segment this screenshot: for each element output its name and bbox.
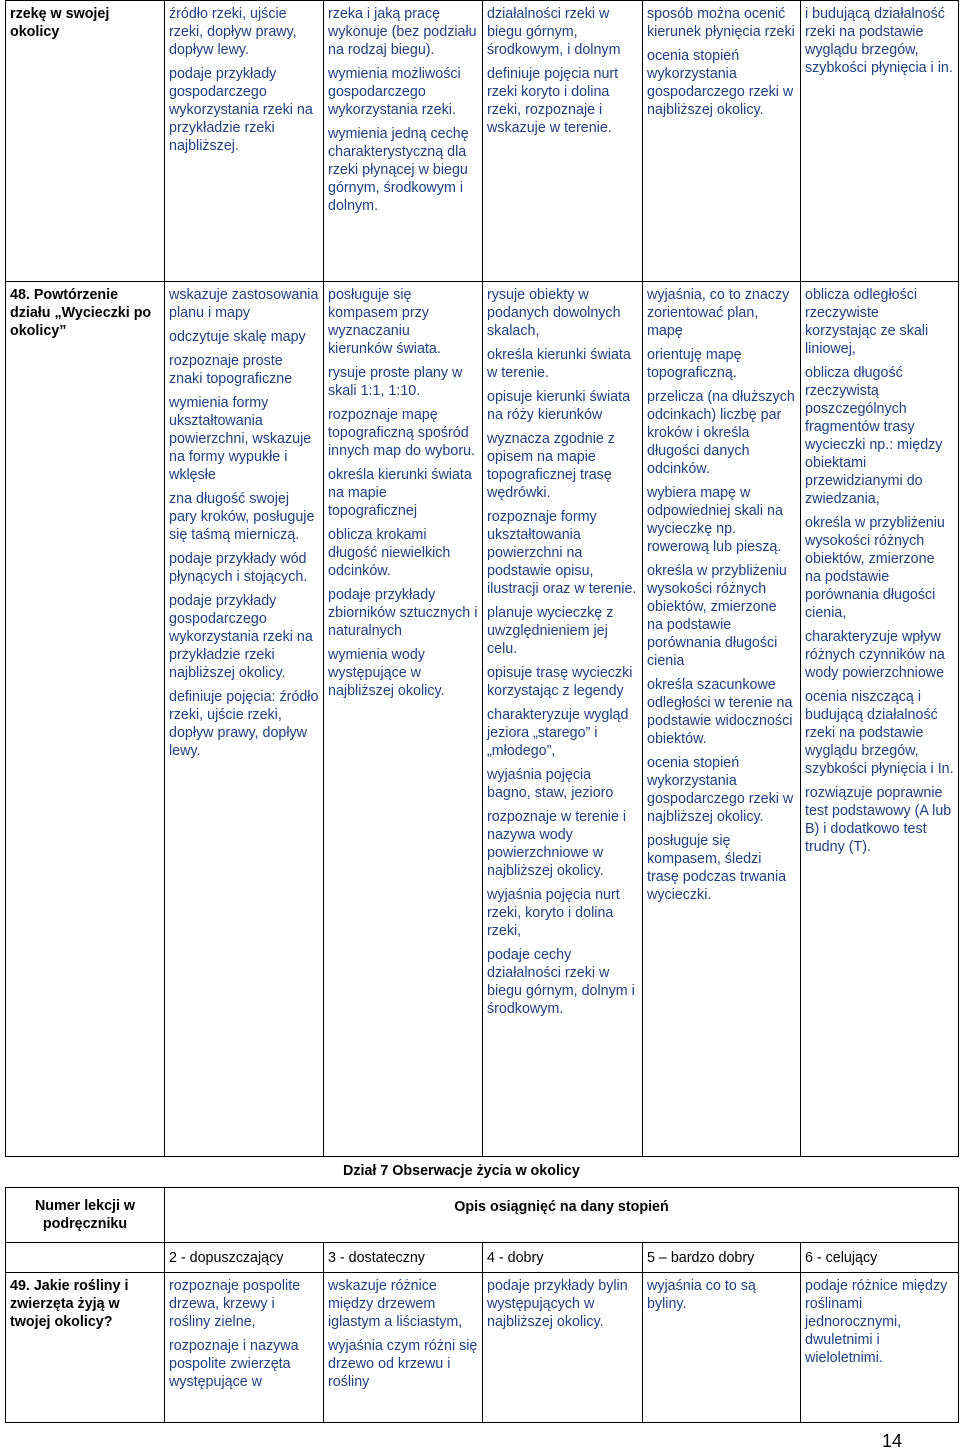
lesson-title: 49. Jakie rośliny i zwierzęta żyją w twojej okolicy?	[10, 1278, 129, 1330]
list-item: posługuje się kompasem, śledzi trasę podczas trwania wycieczki.	[647, 833, 787, 903]
grade-header-5: 5 – bardzo dobry	[643, 1243, 801, 1273]
list-item: odczytuje skalę mapy	[169, 329, 306, 345]
grade-2-cell	[165, 1273, 324, 1423]
grade-6-cell	[801, 1273, 959, 1423]
achievements-table-bottom	[5, 1187, 959, 1423]
list-item: wyjaśnia czym różni się drzewo od krzewu i rośliny	[328, 1338, 478, 1390]
list-item: wyjaśnia co to są byliny.	[647, 1278, 756, 1312]
list-item: wymienia jedną cechę charakterystyczną dla rzeki płynącej w biegu górnym, środkowym i dolnym.	[328, 126, 469, 214]
grade-4-cell	[483, 1273, 643, 1423]
list-item: opisuje kierunki świata na róży kierunków	[487, 389, 631, 423]
list-item: rozpoznaje proste znaki topograficzne	[169, 353, 293, 387]
list-item: określa w przybliżeniu wysokości różnych obiektów, zmierzone na podstawie porównania długości cienia	[647, 563, 787, 669]
list-item: przelicza (na dłuższych odcinkach) liczbę par kroków i określa długości danych odcinków.	[647, 389, 795, 477]
lesson-title: Powtórzenie działu „Wycieczki po okolicy”	[10, 287, 152, 339]
grade-2-cell	[165, 282, 324, 1157]
grade-header-row	[6, 1243, 959, 1273]
table-header-row	[6, 1188, 959, 1243]
list-item: podaje przykłady zbiorników sztucznych i naturalnych	[328, 587, 478, 639]
lesson-cell	[6, 1273, 165, 1423]
list-item: rzeka i jaką pracę wykonuje (bez podziału na rodzaj biegu).	[328, 6, 477, 58]
list-item: definiuje pojęcia: źródło rzeki, ujście rzeki, dopływ prawy, dopływ lewy.	[169, 689, 319, 759]
list-item: wskazuje zastosowania planu i mapy	[169, 287, 319, 321]
section-title: Dział 7 Obserwacje życia w okolicy	[343, 1163, 580, 1179]
list-item: ocenia niszczącą i budującą działalność rzeki na podstawie wyglądu brzegów, szybkości płynięcia i In.	[805, 689, 954, 777]
list-item: wymienia możliwości gospodarczego wykorzystania rzeki.	[328, 66, 461, 118]
grade-3-cell	[324, 282, 483, 1157]
list-item: posługuje się kompasem przy wyznaczaniu kierunków świata.	[328, 287, 441, 357]
list-item: rysuje obiekty w podanych dowolnych skalach,	[487, 287, 621, 339]
list-item: wyjaśnia pojęcia bagno, staw, jezioro	[487, 767, 614, 801]
table-row-lesson-49	[6, 1273, 959, 1423]
grade-3-cell	[324, 1273, 483, 1423]
list-item: rozwiązuje poprawnie test podstawowy (A lub B) i dodatkowo test trudny (T).	[805, 785, 952, 855]
list-item: rozpoznaje formy ukształtowania powierzchni na podstawie opisu, ilustracji oraz w terenie.	[487, 509, 637, 597]
list-item: określa kierunki świata na mapie topograficznej	[328, 467, 472, 519]
lesson-cell	[6, 1, 165, 282]
list-item: wymienia formy ukształtowania powierzchni, wskazuje na formy wypukłe i wklęsłe	[169, 395, 312, 483]
description-header	[165, 1188, 959, 1243]
list-item: sposób można ocenić kierunek płynięcia rzeki	[647, 6, 795, 40]
grade-4-cell	[483, 282, 643, 1157]
list-item: wybiera mapę w odpowiedniej skali na wycieczkę np. rowerową lub pieszą.	[647, 485, 783, 555]
list-item: podaje cechy działalności rzeki w biegu górnym, dolnym i środkowym.	[487, 947, 635, 1017]
list-item: źródło rzeki, ujście rzeki, dopływ prawy, dopływ lewy.	[169, 6, 297, 58]
list-item: planuje wycieczkę z uwzględnieniem jej celu.	[487, 605, 614, 657]
grade-6-cell	[801, 282, 959, 1157]
list-item: charakteryzuje wpływ różnych czynników na wody powierzchniowe	[805, 629, 945, 681]
list-item: działalności rzeki w biegu górnym, środkowym, i dolnym	[487, 6, 621, 58]
list-item: oblicza odległości rzeczywiste korzystając ze skali liniowej,	[805, 287, 929, 357]
list-item: oblicza krokami długość niewielkich odcinków.	[328, 527, 451, 579]
table-row-continuation	[6, 1, 959, 282]
grade-header-4: 4 - dobry	[483, 1243, 643, 1273]
grade-5-cell	[643, 282, 801, 1157]
grade-header-6: 6 - celujący	[801, 1243, 959, 1273]
table-row-lesson-48	[6, 282, 959, 1157]
list-item: określa szacunkowe odległości w terenie na podstawie widoczności obiektów.	[647, 677, 793, 747]
list-item: oblicza długość rzeczywistą poszczególnych fragmentów trasy wycieczki np.: między obiektami przewidzianymi do zwiedzania,	[805, 365, 943, 507]
grade-5-cell	[643, 1, 801, 282]
list-item: podaje różnice między roślinami jednorocznymi, dwuletnimi i wieloletnimi.	[805, 1278, 948, 1366]
list-item: określa w przybliżeniu wysokości różnych obiektów, zmierzone na podstawie porównania długości cienia,	[805, 515, 945, 621]
lesson-column-header	[6, 1188, 165, 1243]
grade-4-cell	[483, 1, 643, 282]
list-item: rozpoznaje mapę topograficzną spośród innych map do wyboru.	[328, 407, 476, 459]
list-item: wskazuje różnice między drzewem iglastym a liściastym,	[328, 1278, 463, 1330]
list-item: rozpoznaje w terenie i nazywa wody powierzchniowe w najbliższej okolicy.	[487, 809, 627, 879]
description-header-label: Opis osiągnięć na dany stopień	[454, 1199, 669, 1215]
lesson-title: rzekę w swojej okolicy	[10, 6, 110, 40]
achievements-table-top	[5, 0, 959, 1157]
lesson-cell	[6, 282, 165, 1157]
grade-2-cell	[165, 1, 324, 282]
list-item: określa kierunki świata w terenie.	[487, 347, 631, 381]
grade-3-cell	[324, 1, 483, 282]
list-item: rozpoznaje i nazywa pospolite zwierzęta występujące w	[169, 1338, 299, 1390]
grade-header-2: 2 - dopuszczający	[165, 1243, 324, 1273]
list-item: wyjaśnia, co to znaczy zorientować plan, mapę	[647, 287, 790, 339]
list-item: podaje przykłady gospodarczego wykorzystania rzeki na przykładzie rzeki najbliższej.	[169, 66, 313, 154]
lesson-number: 48.	[10, 287, 30, 303]
grade-5-cell	[643, 1273, 801, 1423]
grade-header-empty	[6, 1243, 165, 1273]
lesson-header-label: Numer lekcji w podręczniku	[34, 1198, 136, 1232]
list-item: orientuję mapę topograficzną.	[647, 347, 742, 381]
list-item: wyznacza zgodnie z opisem na mapie topograficznej trasę wędrówki.	[487, 431, 615, 501]
grade-header-3: 3 - dostateczny	[324, 1243, 483, 1273]
list-item: i budującą działalność rzeki na podstawie wyglądu brzegów, szybkości płynięcia i in.	[805, 6, 953, 76]
list-item: ocenia stopień wykorzystania gospodarczego rzeki w najbliższej okolicy.	[647, 755, 794, 825]
list-item: wyjaśnia pojęcia nurt rzeki, koryto i dolina rzeki,	[487, 887, 620, 939]
list-item: ocenia stopień wykorzystania gospodarczego rzeki w najbliższej okolicy.	[647, 48, 794, 118]
list-item: wymienia wody występujące w najbliższej okolicy.	[328, 647, 445, 699]
list-item: podaje przykłady wód płynących i stojących.	[169, 551, 308, 585]
list-item: charakteryzuje wygląd jeziora „starego” i „młodego”,	[487, 707, 629, 759]
list-item: podaje przykłady gospodarczego wykorzystania rzeki na przykładzie rzeki najbliższej okolicy.	[169, 593, 313, 681]
list-item: zna długość swojej pary kroków, posługuje się taśmą mierniczą.	[169, 491, 315, 543]
list-item: definiuje pojęcia nurt rzeki koryto i dolina rzeki, rozpoznaje i wskazuje w terenie.	[487, 66, 619, 136]
list-item: podaje przykłady bylin występujących w najbliższej okolicy.	[487, 1278, 628, 1330]
list-item: opisuje trasę wycieczki korzystając z legendy	[487, 665, 633, 699]
list-item: rozpoznaje pospolite drzewa, krzewy i rośliny zielne,	[169, 1278, 301, 1330]
list-item: rysuje proste plany w skali 1:1, 1:10.	[328, 365, 463, 399]
grade-6-cell	[801, 1, 959, 282]
page-number: 14	[881, 1431, 902, 1451]
